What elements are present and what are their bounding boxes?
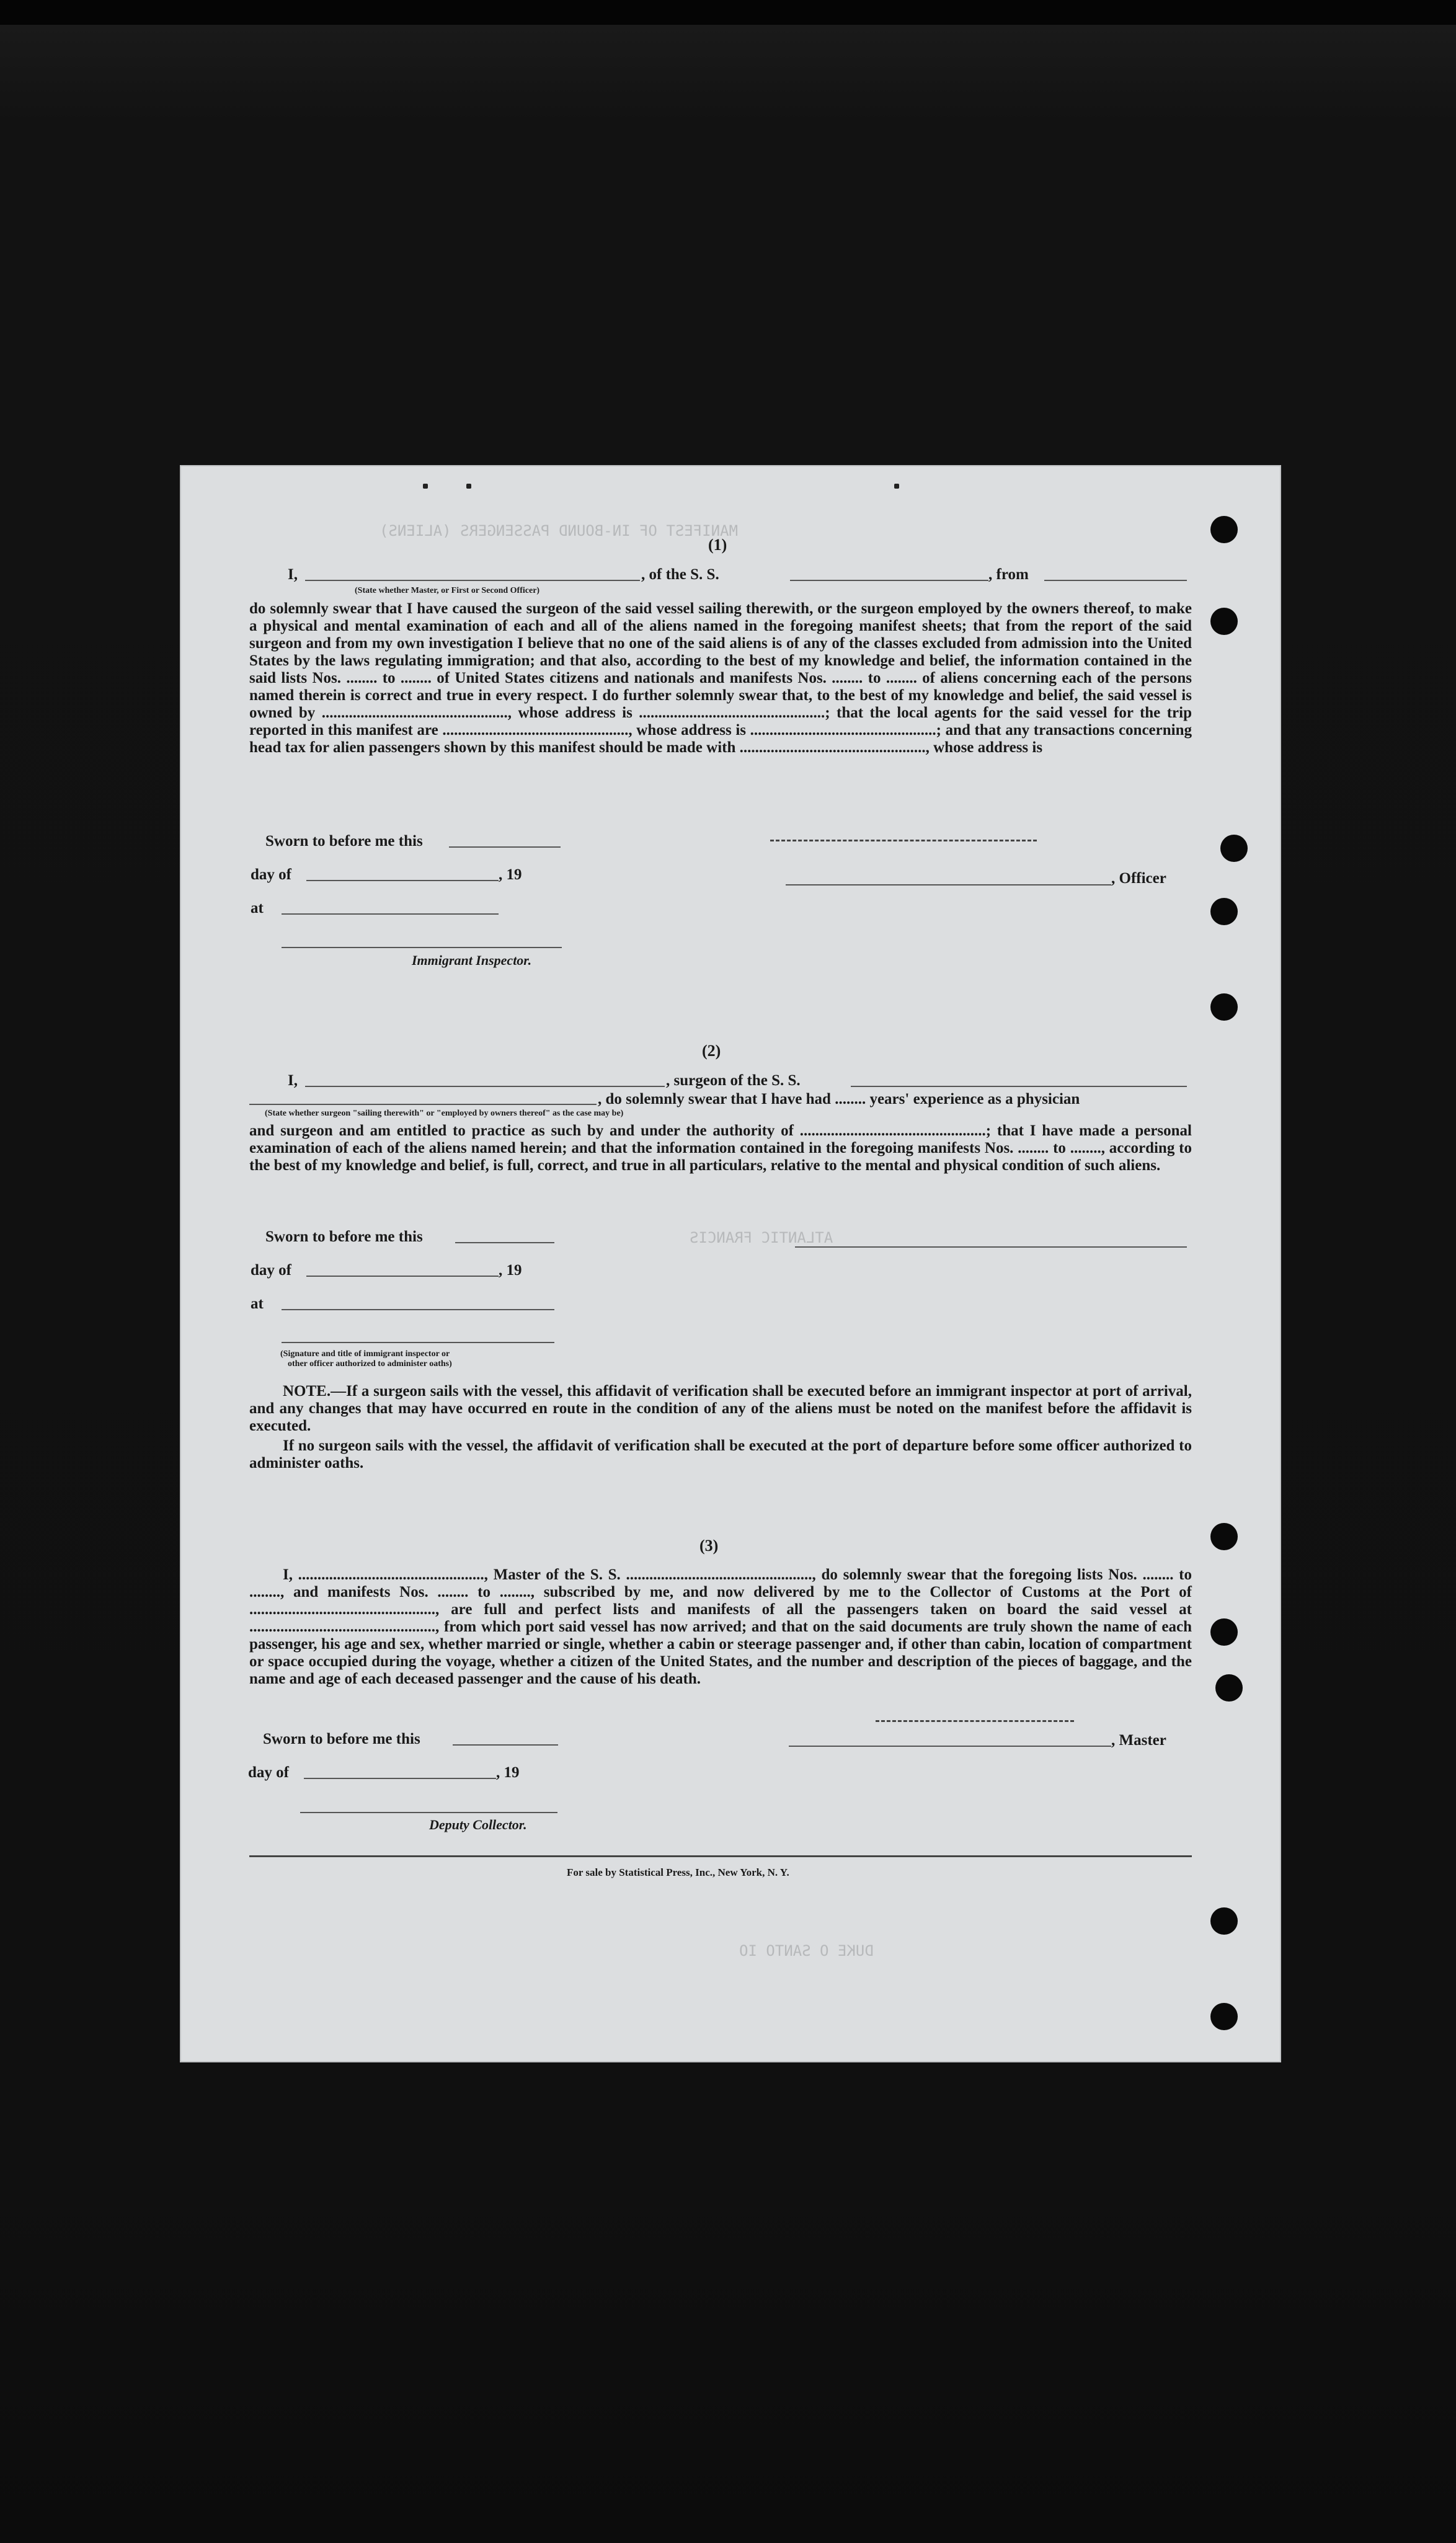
section-2-note-text: NOTE.—If a surgeon sails with the vessel, this affidavit of verification shall be executed before an immigrant inspector at port of arrival, and any changes that may have occurred en route in the condition of any of the aliens must be noted on the manifest before the affidavit is executed.: [249, 1383, 1192, 1434]
section-3-master: , Master: [1111, 1732, 1166, 1749]
signature-line: [282, 1342, 554, 1343]
section-2-note: (State whether surgeon "sailing therewith" or "employed by owners thereof" as the case may be): [265, 1109, 624, 1118]
section-3-number: (3): [699, 1537, 719, 1555]
blank-line: [305, 1086, 665, 1087]
section-2-sworn: Sworn to before me this: [265, 1228, 423, 1245]
section-1-inspector: Immigrant Inspector.: [412, 952, 532, 968]
section-1-of-ss: , of the S. S.: [641, 566, 719, 583]
blank-line: [249, 1104, 597, 1105]
blank-line: [851, 1086, 1187, 1087]
punch-mark: [423, 484, 428, 489]
printer-footer: For sale by Statistical Press, Inc., New York, N. Y.: [567, 1866, 789, 1878]
section-2-surgeon: , surgeon of the S. S.: [666, 1072, 801, 1089]
section-3-year: , 19: [496, 1764, 520, 1781]
blank-line: [282, 1309, 554, 1310]
dashed-rule: [876, 1720, 1074, 1722]
section-2-line2: , do solemnly swear that I have had ........ years' experience as a physician: [598, 1091, 1080, 1107]
dashed-rule: [770, 840, 1037, 841]
punch-hole: [1210, 1523, 1238, 1550]
section-2-sig-note-2: other officer authorized to administer oaths): [288, 1359, 452, 1369]
section-1-note: (State whether Master, or First or Second Officer): [355, 586, 540, 595]
section-3-oath-text: I, ................................................, Master of the S. S. ................................................, do solemnly swear that the foregoing lists Nos. ........ to ........, and manifests Nos. ........ to ........, subscribed by me, and now delivered by me to the Collector of Customs at the Port of ................................................, are full and perfect lists and manifests of all the passengers taken on board the said vessel at ................................................, from which port said vessel has now arrived; and that on the said documents are truly shown the name of each passenger, his age and sex, whether married or single, whether a cabin or steerage passenger and, if other than cabin, location of compartment or space occupied during the voyage, whether a citizen of the United States, and the number and description of the pieces of baggage, and the name and age of each deceased passenger and the cause of his death.: [249, 1566, 1192, 1687]
section-1-officer: , Officer: [1111, 870, 1166, 887]
section-3-sworn: Sworn to before me this: [263, 1731, 420, 1747]
punch-mark: [894, 484, 899, 489]
blank-line: [304, 1778, 496, 1779]
blank-line: [1044, 580, 1187, 581]
section-2-at: at: [251, 1295, 264, 1312]
section-2-i: I,: [288, 1072, 298, 1089]
section-1-year: , 19: [499, 866, 522, 883]
section-3-day-of: day of: [248, 1764, 289, 1781]
section-2-number: (2): [702, 1042, 721, 1060]
manifest-affidavit-page: [181, 466, 1280, 2061]
show-through-text: DUKE O SANTO IO: [739, 1942, 874, 1959]
section-1-day-of: day of: [251, 866, 291, 883]
officer-signature-line: [786, 884, 1111, 885]
punch-hole: [1220, 835, 1248, 862]
scanner-top-edge: [0, 0, 1456, 25]
surgeon-signature-line: [795, 1246, 1187, 1248]
section-1-sworn: Sworn to before me this: [265, 833, 423, 850]
section-1-from: , from: [988, 566, 1029, 583]
section-2-year: , 19: [499, 1262, 522, 1279]
punch-hole: [1210, 1618, 1238, 1646]
blank-line: [305, 580, 640, 581]
section-2-sig-note-1: (Signature and title of immigrant inspector or: [280, 1349, 450, 1359]
section-2-note2-text: If no surgeon sails with the vessel, the affidavit of verification shall be executed at the port of departure before some officer authorized to administer oaths.: [249, 1437, 1192, 1471]
master-signature-line: [789, 1746, 1111, 1747]
blank-line: [455, 1242, 554, 1243]
punch-hole: [1210, 1907, 1238, 1935]
punch-hole: [1210, 993, 1238, 1021]
section-1-number: (1): [708, 536, 727, 554]
punch-hole: [1210, 516, 1238, 543]
show-through-text: MANIFEST OF IN-BOUND PASSENGERS (ALIENS): [380, 522, 738, 539]
footer-rule: [249, 1855, 1192, 1857]
signature-line: [282, 947, 562, 948]
blank-line: [453, 1744, 558, 1746]
blank-line: [282, 913, 499, 915]
blank-line: [306, 880, 499, 881]
punch-hole: [1215, 1674, 1243, 1702]
punch-hole: [1210, 608, 1238, 635]
punch-mark: [466, 484, 471, 489]
section-1-i: I,: [288, 566, 298, 583]
blank-line: [306, 1276, 499, 1277]
show-through-text: ATLANTIC FRANCIS: [690, 1229, 833, 1246]
blank-line: [449, 846, 561, 848]
section-1-at: at: [251, 900, 264, 916]
blank-line: [790, 580, 988, 581]
section-2-oath-text: and surgeon and am entitled to practice as such by and under the authority of ................................................; that I have made a personal examination of each of the aliens named herein; and that the information contained in the foregoing manifests Nos. ........ to ........, according to the best of my knowledge and belief, is full, correct, and true in all particulars, relative to the mental and physical condition of such aliens.: [249, 1122, 1192, 1174]
section-3-collector: Deputy Collector.: [429, 1817, 527, 1832]
punch-hole: [1210, 2003, 1238, 2030]
signature-line: [300, 1812, 557, 1813]
section-2-day-of: day of: [251, 1262, 291, 1279]
section-1-oath-text: do solemnly swear that I have caused the surgeon of the said vessel sailing therewith, or the surgeon employed by the owners thereof, to make a physical and mental examination of each and all of the aliens named in the foregoing manifest sheets; that from the report of the said surgeon and from my own investigation I believe that no one of the said aliens is of any of the classes excluded from admission into the United States by the laws regulating immigration; and that also, according to the best of my knowledge and belief, the information contained in the said lists Nos. ........ to ........ of United States citizens and nationals and manifests Nos. ........ to ........ of aliens concerning each of the persons named therein is correct and true in every respect. I do further solemnly swear that, to the best of my knowledge and belief, the said vessel is owned by ................................................, whose address is ................................................; that the local agents for the said vessel for the trip reported in this manifest are ................................................, whose address is ................................................; and that any transactions concerning head tax for alien passengers shown by this manifest should be made with ................................................, whose address is: [249, 600, 1192, 756]
punch-hole: [1210, 898, 1238, 925]
